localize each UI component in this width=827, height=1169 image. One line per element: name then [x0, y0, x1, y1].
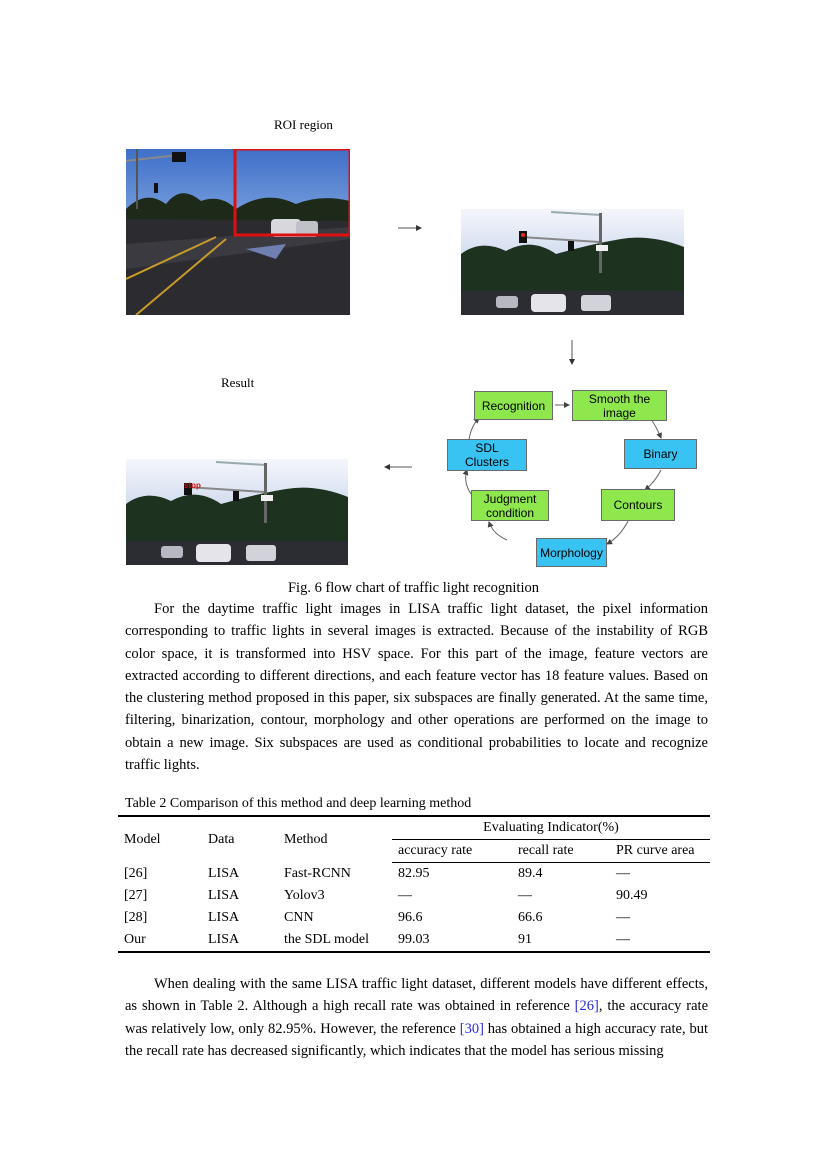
figure-caption: Fig. 6 flow chart of traffic light recognition: [287, 580, 539, 596]
road-photo-original: [126, 149, 350, 315]
cell: the SDL model: [278, 929, 392, 952]
body-paragraph-2: [125, 973, 708, 1062]
body-paragraph-1: [125, 598, 708, 776]
table-row: [118, 863, 710, 886]
cell: 96.6: [398, 910, 423, 925]
node-contours: Contours: [601, 489, 675, 521]
cell: —: [616, 910, 630, 925]
arrow-left-icon: [384, 461, 412, 473]
header-model: Model: [118, 816, 202, 863]
cell: 89.4: [518, 866, 543, 881]
table-row: [118, 929, 710, 952]
node-binary: Binary: [624, 439, 697, 469]
header-evaluating-indicator: Evaluating Indicator(%): [392, 816, 710, 840]
node-sdl-clusters: SDL Clusters: [447, 439, 527, 471]
cell: LISA: [208, 888, 240, 903]
subheader-recall: recall rate: [512, 840, 610, 863]
cell: Fast-RCNN: [284, 865, 351, 881]
cell: —: [518, 888, 532, 903]
table-row: [118, 885, 710, 907]
table-caption: Table 2 Comparison of this method and deep learning method: [125, 796, 472, 811]
arrow-down-icon: [566, 340, 578, 366]
reference-link-26[interactable]: [26]: [574, 998, 599, 1015]
cell: [26]: [124, 865, 148, 881]
cell: CNN: [284, 910, 314, 925]
result-label: Result: [221, 375, 255, 390]
cell: 66.6: [518, 910, 543, 925]
cell: —: [616, 866, 630, 881]
paragraph-2-part-1: When dealing with the same LISA traffic light dataset, different models have different effects, as shown in Table 2. Although a high recall rate was obtained in reference: [125, 976, 708, 1015]
subheader-accuracy: accuracy rate: [392, 840, 512, 863]
cell: —: [398, 888, 412, 903]
header-method: Method: [278, 816, 392, 863]
node-smooth-image: Smooth the image: [572, 390, 667, 421]
cell: 82.95: [398, 866, 430, 881]
cell: Our: [118, 929, 202, 952]
node-judgment-condition: Judgment condition: [471, 490, 549, 521]
paragraph-1-text: For the daytime traffic light images in LISA traffic light dataset, the pixel information corresponding to traffic lights in several images is extracted. Because of the instability of RGB color space, it is transformed into HSV space. For this part of the image, feature vectors are extracted according to different directions, and each feature vector has 18 feature values. Based on the clustering method proposed in this paper, six subspaces are finally generated. At the same time, filtering, binarization, contour, morphology and other operations are performed on the image to obtain a new image. Six subspaces are used as conditional probabilities to locate and recognize traffic lights.: [125, 601, 708, 774]
subheader-pr-area: PR curve area: [610, 840, 710, 863]
paragraph-2-part-3: has obtained a high accuracy rate, but the recall rate has decreased significantly, which indicates that the model has serious missing: [125, 1020, 708, 1059]
paragraph-2-part-2: , the accuracy rate was relatively low, only 82.95%. However, the reference: [125, 998, 709, 1037]
roi-label: ROI region: [274, 117, 333, 132]
cell: [27]: [124, 888, 148, 903]
roi-crop-photo: [461, 209, 684, 315]
result-photo: [126, 459, 348, 565]
cell: —: [610, 929, 710, 952]
table-row: [118, 907, 710, 929]
cell: Yolov3: [284, 888, 325, 903]
stop-tag: stop: [184, 481, 201, 490]
cell: LISA: [202, 929, 278, 952]
node-morphology: Morphology: [536, 538, 607, 567]
cell: [28]: [124, 910, 148, 925]
arrow-right-icon: [398, 222, 422, 234]
cell: 91: [512, 929, 610, 952]
cell: 90.49: [616, 888, 648, 903]
cell: LISA: [208, 910, 240, 925]
reference-link-30[interactable]: [30]: [459, 1020, 484, 1037]
comparison-table: [118, 815, 710, 953]
cell: 99.03: [392, 929, 512, 952]
node-recognition: Recognition: [474, 391, 553, 420]
header-data: Data: [202, 816, 278, 863]
cell: LISA: [208, 865, 240, 881]
